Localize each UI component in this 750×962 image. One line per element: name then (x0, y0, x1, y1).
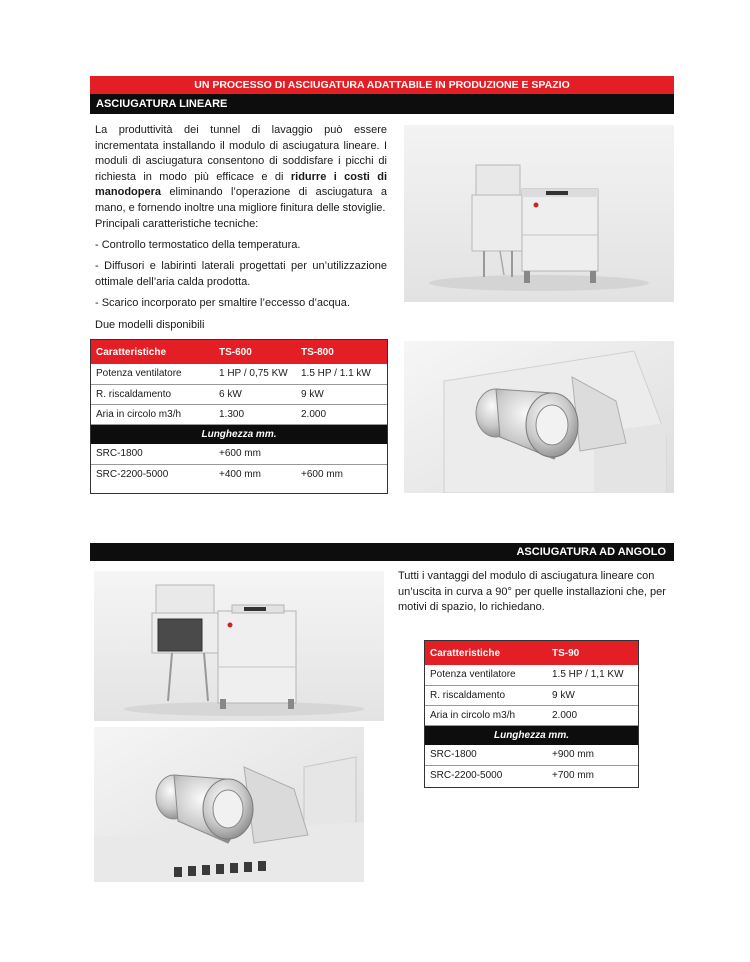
table-cell: +600 mm (301, 468, 343, 480)
table-cell: +900 mm (547, 745, 638, 765)
corner-fan-photo (94, 727, 364, 882)
section-title-linear: ASCIUGATURA LINEARE (90, 94, 674, 114)
corner-intro: Tutti i vantaggi del modulo di asciugatura lineare con un’uscita in curva a 90° per quelle installazioni che, per motivi di spazio, lo richiedano. (398, 570, 666, 613)
table-row (91, 364, 387, 384)
table-section-row (91, 424, 387, 444)
corner-spec-table (424, 640, 639, 788)
models-note: Due modelli disponibili (95, 319, 205, 331)
table-cell: SRC-1800 (425, 745, 547, 765)
table-section-label: Lunghezza mm. (91, 424, 387, 444)
table-section-row (425, 725, 638, 745)
table-cell: 1.300 (214, 404, 296, 424)
table-cell: R. riscaldamento (91, 384, 214, 404)
table-row (425, 745, 638, 765)
table-cell: 1.5 HP / 1,1 KW (547, 665, 638, 685)
table-cell: R. riscaldamento (425, 685, 547, 705)
table-row (91, 444, 387, 464)
table-header-cell: Caratteristiche (91, 340, 214, 364)
table-cell: +700 mm (552, 769, 594, 781)
section-title-corner: ASCIUGATURA AD ANGOLO (90, 543, 674, 561)
feature-item: - Controllo termostatico della temperatura. (95, 239, 301, 251)
table-row (91, 464, 387, 484)
table-cell: Aria in circolo m3/h (91, 404, 214, 424)
table-cell: Aria in circolo m3/h (425, 705, 547, 725)
table-cell: 9 kW (547, 685, 638, 705)
table-header-row (91, 340, 387, 364)
linear-intro: La produttività dei tunnel di lavaggio può essere incrementata installando il modulo di asciugatura lineare. I moduli di asciugatura consentono di soddisfare i picchi di richiesta in modo più efficace e di ridurre i costi di manodopera eliminando l’operazione di asciugatura a mano, e fornendo inoltre una migliore finitura delle stoviglie. (95, 124, 387, 214)
table-row (91, 404, 387, 424)
table-header-cell: Caratteristiche (425, 641, 547, 665)
features-title: Principali caratteristiche tecniche: (95, 218, 259, 230)
page-title: UN PROCESSO DI ASCIUGATURA ADATTABILE IN PRODUZIONE E SPAZIO (90, 76, 674, 94)
table-cell: SRC-1800 (91, 444, 214, 464)
table-cell: 9 kW (296, 384, 387, 404)
table-header-cell: TS-90 (547, 641, 638, 665)
feature-item: - Scarico incorporato per smaltire l’eccesso d’acqua. (95, 297, 350, 309)
linear-spec-table (90, 339, 388, 494)
table-cell: +400 mm (219, 468, 261, 480)
table-cell: SRC-2200-5000 (96, 468, 169, 480)
table-cell: +600 mm (214, 444, 296, 464)
table-cell: Potenza ventilatore (91, 364, 214, 384)
table-cell: 1.5 HP / 1.1 kW (296, 364, 387, 384)
table-cell: 6 kW (214, 384, 296, 404)
corner-machine-photo (94, 571, 384, 721)
table-row (425, 685, 638, 705)
table-row (425, 705, 638, 725)
table-row (425, 765, 638, 785)
linear-fan-photo (404, 341, 674, 493)
linear-machine-photo (404, 125, 674, 302)
table-row (425, 665, 638, 685)
feature-item: - Diffusori e labirinti laterali progettati per un’utilizzazione ottimale dell’aria calda prodotta. (95, 260, 387, 288)
table-cell: 2.000 (547, 705, 638, 725)
table-cell: 2.000 (296, 404, 387, 424)
table-cell (296, 444, 387, 464)
table-header-row (425, 641, 638, 665)
table-row (91, 384, 387, 404)
table-cell: SRC-2200-5000 (430, 769, 503, 781)
table-header-cell: TS-800 (296, 340, 387, 364)
table-header-cell: TS-600 (214, 340, 296, 364)
table-section-label: Lunghezza mm. (425, 725, 638, 745)
table-cell: 1 HP / 0,75 KW (214, 364, 296, 384)
table-cell: Potenza ventilatore (425, 665, 547, 685)
